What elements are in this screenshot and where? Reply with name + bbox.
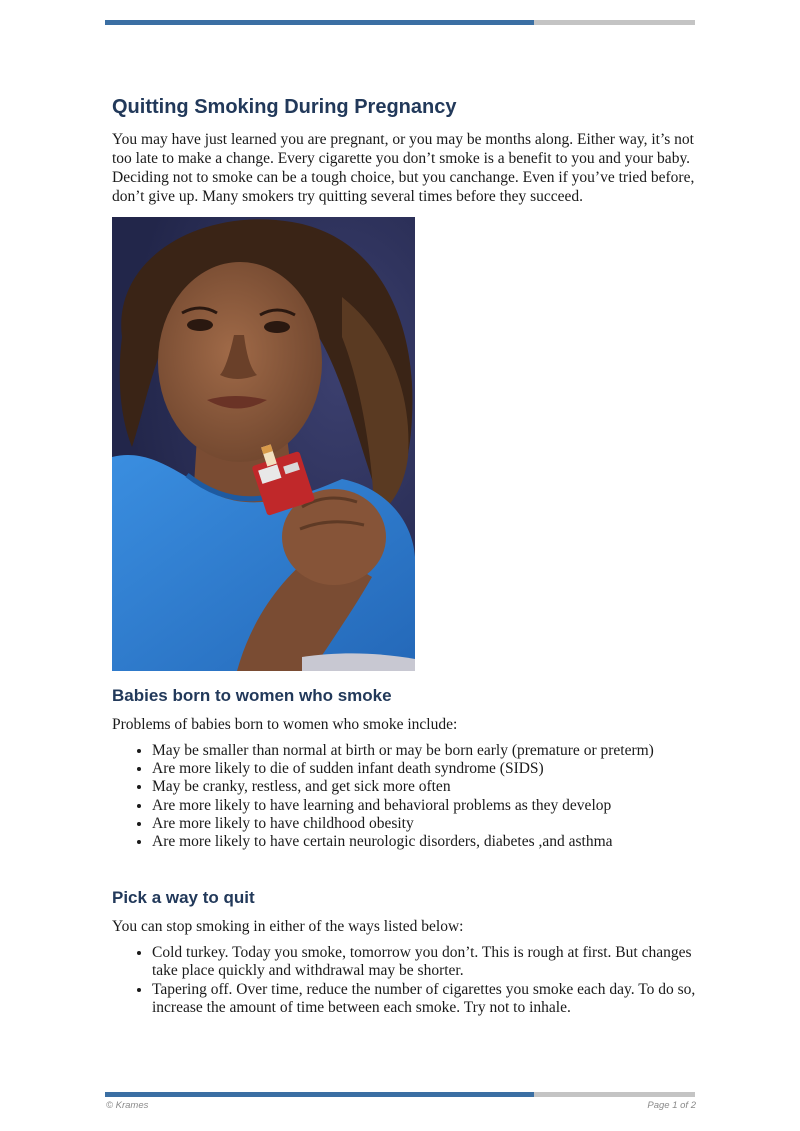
photo-woman-holding-cigarette-pack: [112, 217, 415, 671]
list-item: • Are more likely to have childhood obesity: [152, 815, 697, 833]
section-lead: Problems of babies born to women who smoke include:: [112, 716, 458, 733]
footer-rule: [105, 1092, 695, 1097]
list-item: • Are more likely to have certain neurologic disorders, diabetes ,and asthma: [152, 833, 697, 851]
copyright: © Krames: [106, 1100, 149, 1111]
page-title: Quitting Smoking During Pregnancy: [112, 96, 457, 118]
bullet-list: [112, 742, 697, 851]
bullet-list: [112, 944, 697, 1017]
list-item: • Are more likely to have learning and behavioral problems as they develop: [152, 797, 697, 815]
page-number: Page 1 of 2: [647, 1100, 696, 1111]
list-item: • Cold turkey. Today you smoke, tomorrow you don’t. This is rough at first. But changes take place quickly and withdrawal may be shorter.: [152, 944, 697, 980]
photo-illustration: [112, 217, 415, 671]
header-rule: [105, 20, 695, 25]
section-quit: [112, 887, 697, 1017]
section-babies: [112, 685, 697, 851]
footer-rule-gray: [534, 1092, 695, 1097]
section-heading: Pick a way to quit: [112, 888, 255, 908]
document-body: [112, 94, 697, 1017]
page-footer: [106, 1100, 696, 1111]
intro-paragraph: You may have just learned you are pregnant, or you may be months along. Either way, it’s not too late to make a change. Every cigarette you don’t smoke is a benefit to you and your baby. Deciding not to smoke can be a tough choice, but you canchange. Even if you’ve tried before, don’t give up. Many smokers try quitting several times before they succeed.: [112, 131, 695, 205]
list-item: • Are more likely to die of sudden infant death syndrome (SIDS): [152, 760, 697, 778]
section-heading: Babies born to women who smoke: [112, 686, 392, 705]
header-rule-accent: [105, 20, 534, 25]
header-rule-gray: [534, 20, 695, 25]
list-item: • Tapering off. Over time, reduce the number of cigarettes you smoke each day. To do so, increase the amount of time between each smoke. Try not to inhale.: [152, 981, 697, 1017]
section-lead: You can stop smoking in either of the ways listed below:: [112, 918, 464, 936]
list-item: • May be smaller than normal at birth or may be born early (premature or preterm): [152, 742, 697, 760]
footer-rule-accent: [105, 1092, 534, 1097]
list-item: • May be cranky, restless, and get sick more often: [152, 778, 697, 796]
